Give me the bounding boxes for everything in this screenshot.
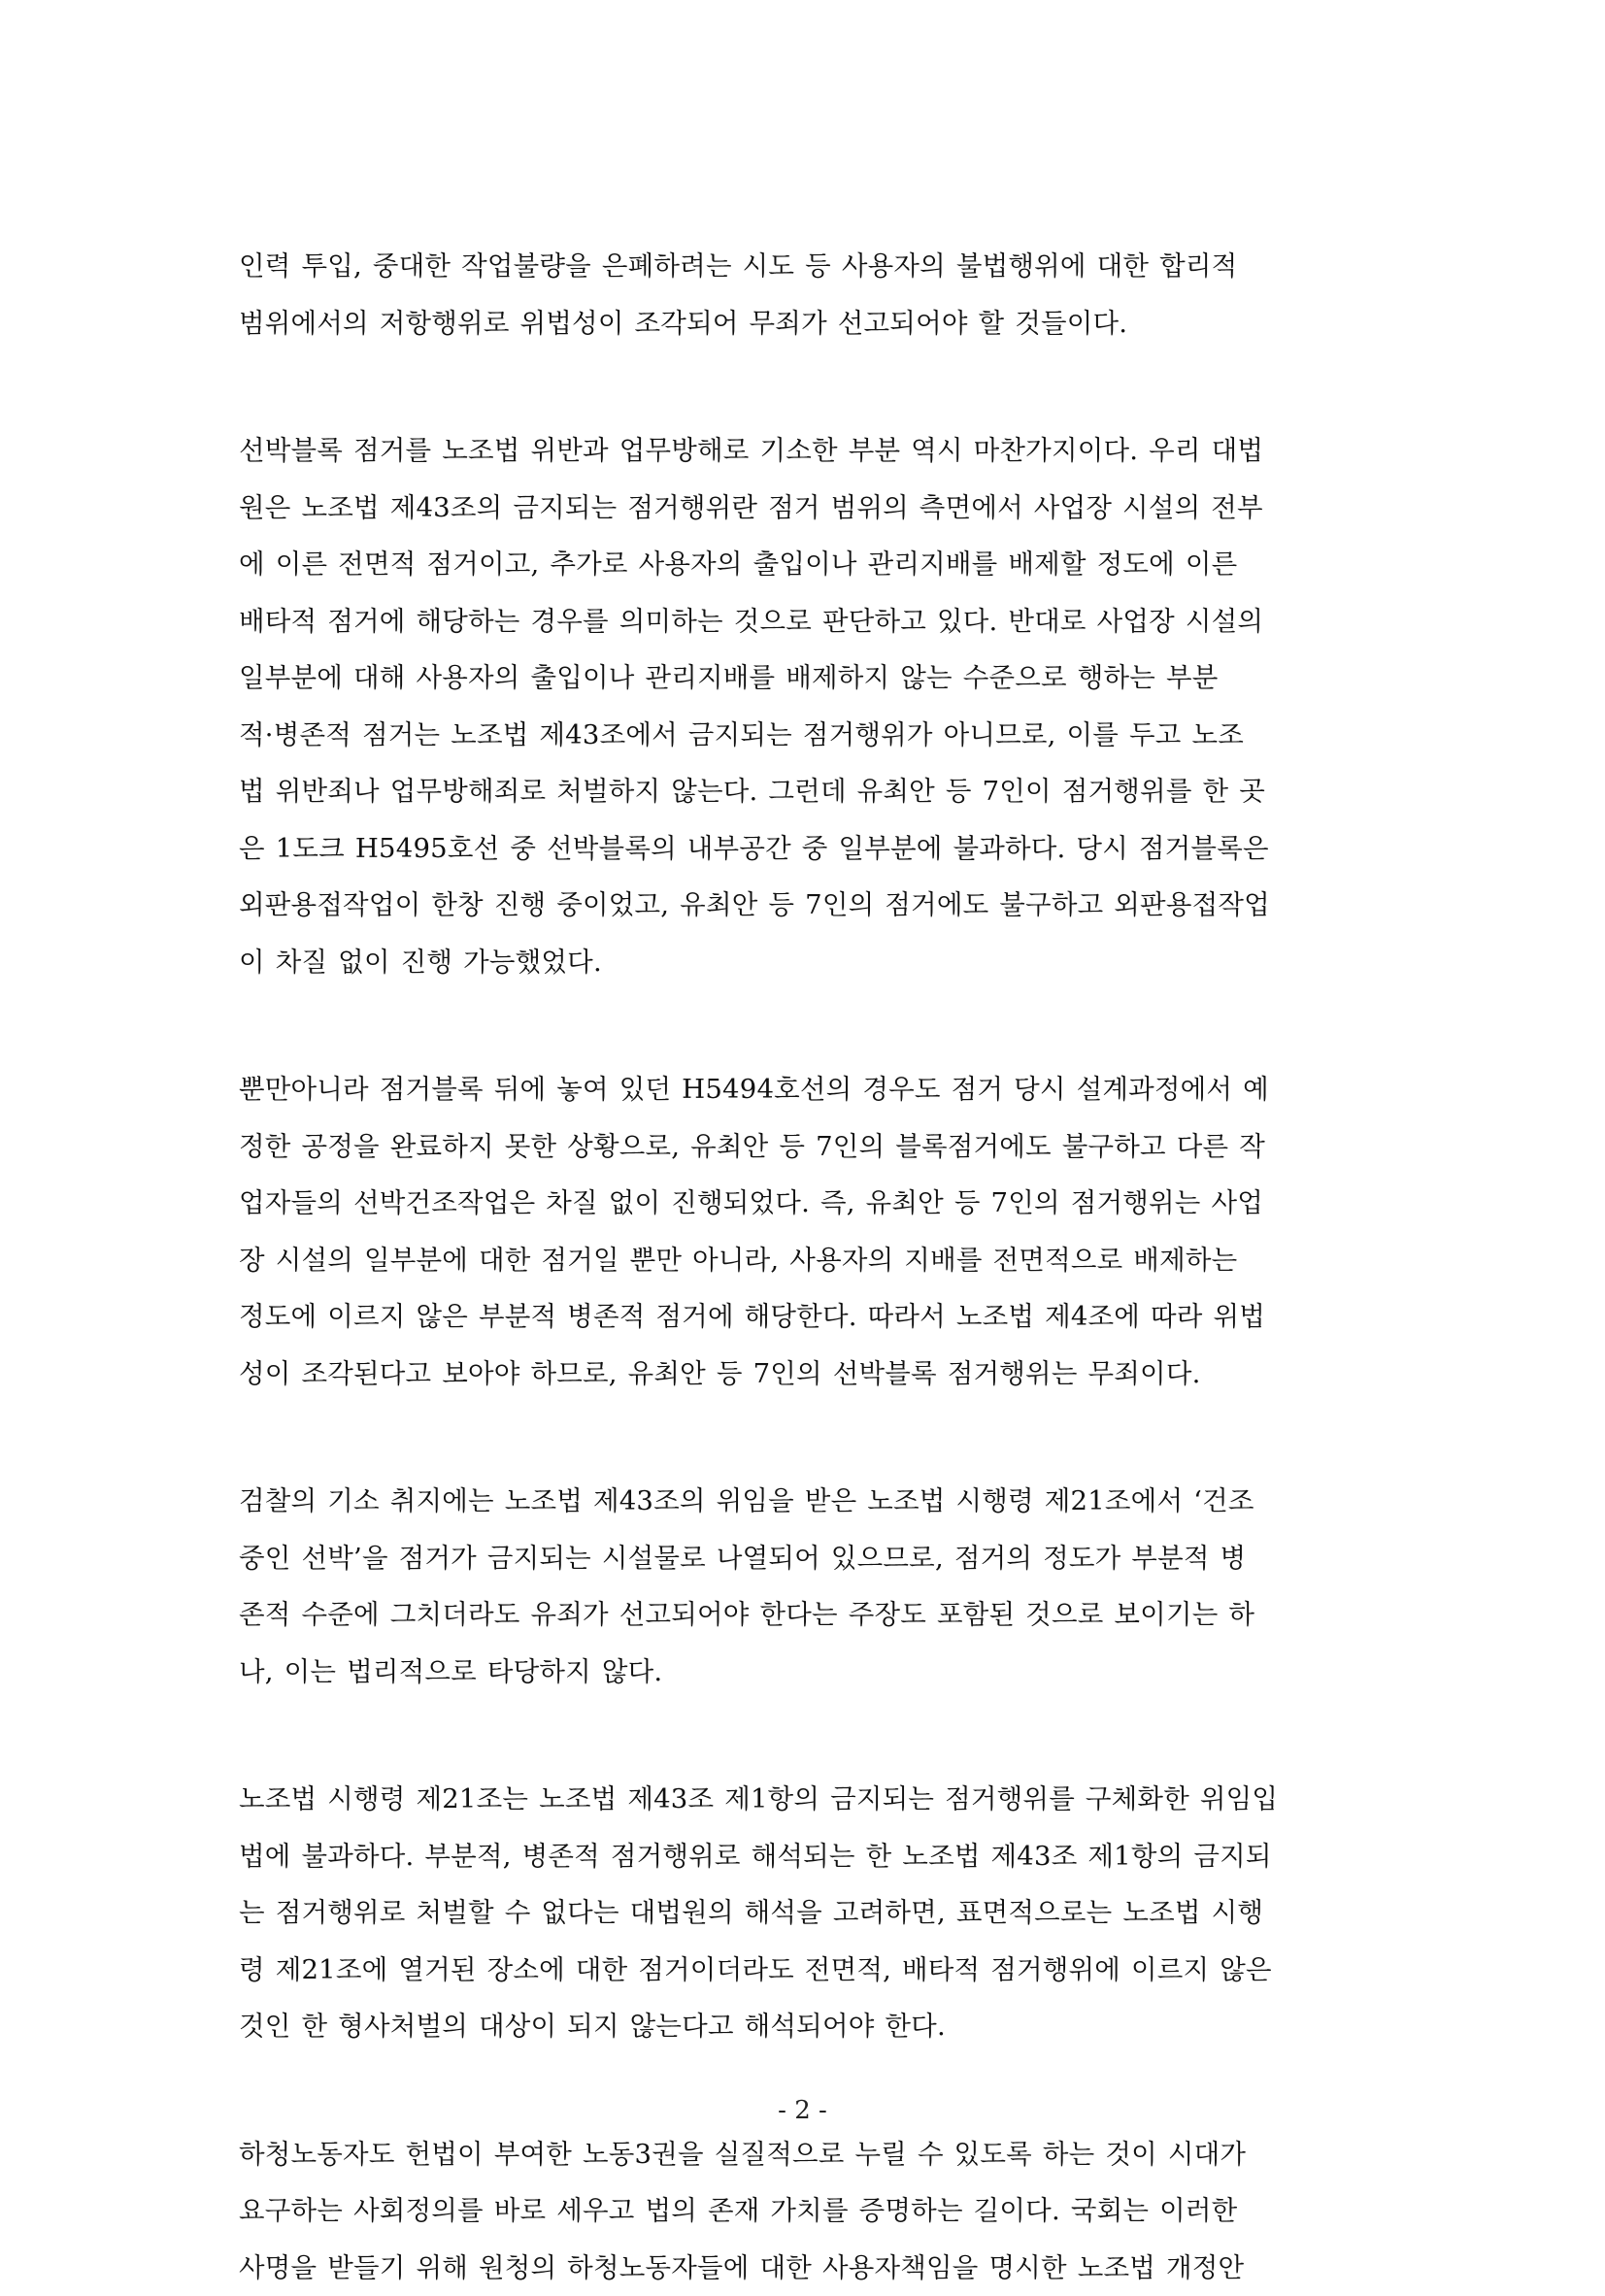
text-line: 외판용접작업이 한창 진행 중이었고, 유최안 등 7인의 점거에도 불구하고 외판용접작업	[239, 877, 1385, 934]
text-line: 은 1도크 H5495호선 중 선박블록의 내부공간 중 일부분에 불과하다. 당시 점거블록은	[239, 820, 1385, 878]
text-line: 요구하는 사회정의를 바로 세우고 법의 존재 가치를 증명하는 길이다. 국회는 이러한	[239, 2182, 1385, 2240]
text-line: 원은 노조법 제43조의 금지되는 점거행위란 점거 범위의 측면에서 사업장 시설의 전부	[239, 480, 1385, 537]
text-line: 검찰의 기소 취지에는 노조법 제43조의 위임을 받은 노조법 시행령 제21조에서 ‘건조	[239, 1473, 1385, 1530]
paragraph-3	[239, 1061, 1385, 1402]
body-text	[239, 238, 1385, 2296]
paragraph-2	[239, 422, 1385, 990]
text-line: 중인 선박’을 점거가 금지되는 시설물로 나열되어 있으므로, 점거의 정도가 부분적 병	[239, 1530, 1385, 1587]
text-line: 것인 한 형사처벌의 대상이 되지 않는다고 해석되어야 한다.	[239, 1998, 1385, 2055]
text-line: 정한 공정을 완료하지 못한 상황으로, 유최안 등 7인의 블록점거에도 불구하고 다른 작	[239, 1118, 1385, 1176]
page-number: - 2 -	[0, 2095, 1605, 2126]
text-line: 인력 투입, 중대한 작업불량을 은폐하려는 시도 등 사용자의 불법행위에 대한 합리적	[239, 238, 1385, 295]
text-line: 나, 이는 법리적으로 타당하지 않다.	[239, 1644, 1385, 1701]
text-line: 적·병존적 점거는 노조법 제43조에서 금지되는 점거행위가 아니므로, 이를 두고 노조	[239, 707, 1385, 764]
text-line: 는 점거행위로 처벌할 수 없다는 대법원의 해석을 고려하면, 표면적으로는 노조법 시행	[239, 1884, 1385, 1942]
text-line: 뿐만아니라 점거블록 뒤에 놓여 있던 H5494호선의 경우도 점거 당시 설계과정에서 예	[239, 1061, 1385, 1118]
text-line: 법에 불과하다. 부분적, 병존적 점거행위로 해석되는 한 노조법 제43조 제1항의 금지되	[239, 1828, 1385, 1885]
text-line: 법 위반죄나 업무방해죄로 처벌하지 않는다. 그런데 유최안 등 7인이 점거행위를 한 곳	[239, 763, 1385, 820]
text-line: 정도에 이르지 않은 부분적 병존적 점거에 해당한다. 따라서 노조법 제4조에 따라 위법	[239, 1288, 1385, 1346]
paragraph-5	[239, 1771, 1385, 2055]
text-line: 배타적 점거에 해당하는 경우를 의미하는 것으로 판단하고 있다. 반대로 사업장 시설의	[239, 593, 1385, 650]
text-line: 사명을 받들기 위해 원청의 하청노동자들에 대한 사용자책임을 명시한 노조법 개정안	[239, 2240, 1385, 2296]
paragraph-1	[239, 238, 1385, 351]
text-line: 범위에서의 저항행위로 위법성이 조각되어 무죄가 선고되어야 할 것들이다.	[239, 295, 1385, 352]
paragraph-4	[239, 1473, 1385, 1700]
text-line: 일부분에 대해 사용자의 출입이나 관리지배를 배제하지 않는 수준으로 행하는 부분	[239, 649, 1385, 707]
text-line: 노조법 시행령 제21조는 노조법 제43조 제1항의 금지되는 점거행위를 구체화한 위임입	[239, 1771, 1385, 1828]
text-line: 이 차질 없이 진행 가능했었다.	[239, 934, 1385, 991]
text-line: 령 제21조에 열거된 장소에 대한 점거이더라도 전면적, 배타적 점거행위에 이르지 않은	[239, 1942, 1385, 1999]
text-line: 장 시설의 일부분에 대한 점거일 뿐만 아니라, 사용자의 지배를 전면적으로 배제하는	[239, 1232, 1385, 1289]
text-line: 업자들의 선박건조작업은 차질 없이 진행되었다. 즉, 유최안 등 7인의 점거행위는 사업	[239, 1175, 1385, 1232]
text-line: 존적 수준에 그치더라도 유죄가 선고되어야 한다는 주장도 포함된 것으로 보이기는 하	[239, 1586, 1385, 1644]
text-line: 성이 조각된다고 보아야 하므로, 유최안 등 7인의 선박블록 점거행위는 무죄이다.	[239, 1346, 1385, 1403]
text-line: 에 이른 전면적 점거이고, 추가로 사용자의 출입이나 관리지배를 배제할 정도에 이른	[239, 536, 1385, 593]
paragraph-6	[239, 2126, 1385, 2296]
text-line: 하청노동자도 헌법이 부여한 노동3권을 실질적으로 누릴 수 있도록 하는 것이 시대가	[239, 2126, 1385, 2183]
text-line: 선박블록 점거를 노조법 위반과 업무방해로 기소한 부분 역시 마찬가지이다. 우리 대법	[239, 422, 1385, 480]
